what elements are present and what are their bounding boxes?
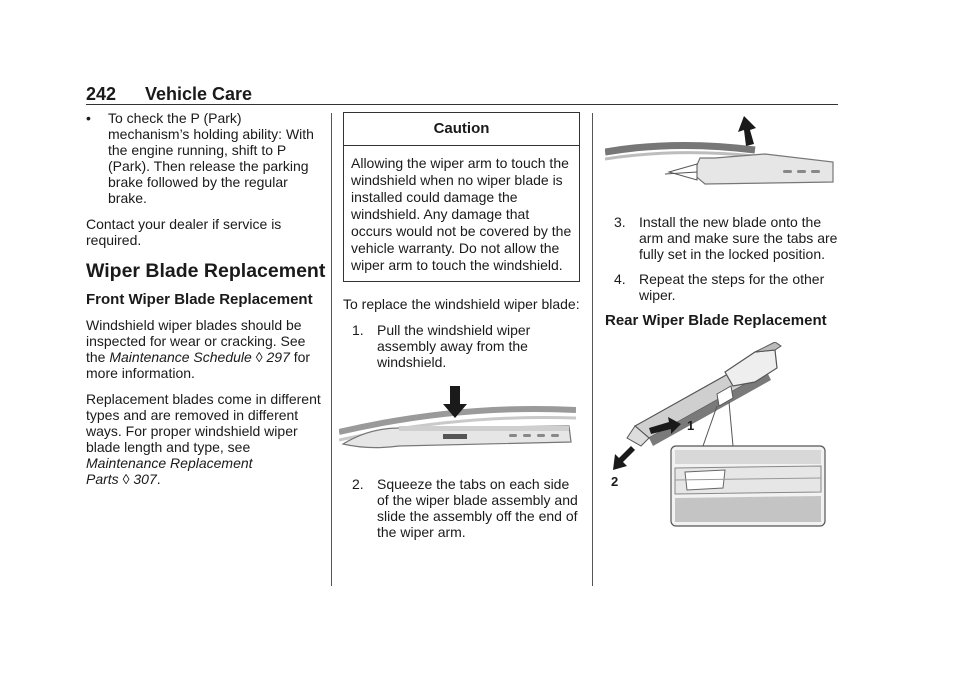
- maintenance-schedule-link[interactable]: Maintenance Schedule: [109, 349, 252, 365]
- rear-wiper-heading: Rear Wiper Blade Replacement: [605, 312, 827, 329]
- instructions-intro: To replace the windshield wiper blade:: [343, 296, 580, 312]
- column-2: [343, 112, 580, 549]
- bullet-text: To check the P (Park) mechanism’s holding ability: With the engine running, shift to P (Park). Then release the parking brake followed by the regular brake.: [108, 110, 314, 206]
- wiper-blade-heading: Wiper Blade Replacement: [86, 260, 326, 282]
- caution-box: [343, 112, 580, 282]
- step-2: [343, 476, 580, 540]
- header-rule: [86, 104, 838, 105]
- page-number: 242: [86, 84, 117, 104]
- step-text: Squeeze the tabs on each side of the wiper blade assembly and slide the assembly off the end of the wiper arm.: [377, 476, 578, 540]
- inspection-text-b: for more information.: [86, 349, 311, 381]
- column-divider-1: [331, 113, 332, 586]
- bullet-item: [86, 110, 322, 206]
- caution-title: Caution: [344, 113, 579, 146]
- step-1: [343, 322, 580, 370]
- step-text: Repeat the steps for the other wiper.: [639, 271, 825, 303]
- page-ref-symbol: ◊: [122, 471, 130, 487]
- rear-wiper-figure: [605, 342, 838, 528]
- front-wiper-subheading: Front Wiper Blade Replacement: [86, 291, 313, 308]
- step-text: Install the new blade onto the arm and make sure the tabs are fully set in the locked position.: [639, 214, 838, 262]
- column-3: [605, 112, 838, 528]
- step-number: 4.: [614, 271, 626, 287]
- step-text: Pull the windshield wiper assembly away from the windshield.: [377, 322, 531, 370]
- callout-label-1: 1: [687, 418, 695, 433]
- step-4: [605, 271, 838, 303]
- column-divider-2: [592, 113, 593, 586]
- contact-dealer-text: Contact your dealer if service is required.: [86, 216, 282, 248]
- section-title: Vehicle Care: [145, 84, 253, 104]
- blade-removal-figure: [605, 112, 838, 192]
- replacement-paragraph: [86, 391, 322, 487]
- inspection-paragraph: [86, 317, 322, 381]
- page-header: [86, 84, 838, 104]
- page-ref-symbol: ◊: [255, 349, 263, 365]
- step-number: 3.: [614, 214, 626, 230]
- step-number: 2.: [352, 476, 364, 492]
- page-ref-307[interactable]: 307: [133, 471, 157, 487]
- page-ref-297[interactable]: 297: [266, 349, 290, 365]
- replacement-text-b: .: [156, 471, 161, 487]
- replacement-text-a: Replacement blades come in different types and are removed in different ways. For proper windshield wiper blade length and type, see: [86, 391, 321, 455]
- bullet-marker: •: [86, 110, 91, 126]
- step-number: 1.: [352, 322, 364, 338]
- inspection-text-a: Windshield wiper blades should be inspected for wear or cracking. See the: [86, 317, 306, 365]
- wiper-assembly-figure: [339, 384, 576, 464]
- caution-text: Allowing the wiper arm to touch the windshield when no wiper blade is installed could damage the windshield. Any damage that occurs would not be covered by the vehicle warranty. Do not allow the wiper arm to touch the windshield.: [351, 155, 572, 273]
- step-3: [605, 214, 838, 262]
- callout-label-2: 2: [611, 474, 619, 489]
- replacement-parts-link[interactable]: Maintenance Replacement Parts: [86, 455, 253, 487]
- column-1: [86, 110, 326, 497]
